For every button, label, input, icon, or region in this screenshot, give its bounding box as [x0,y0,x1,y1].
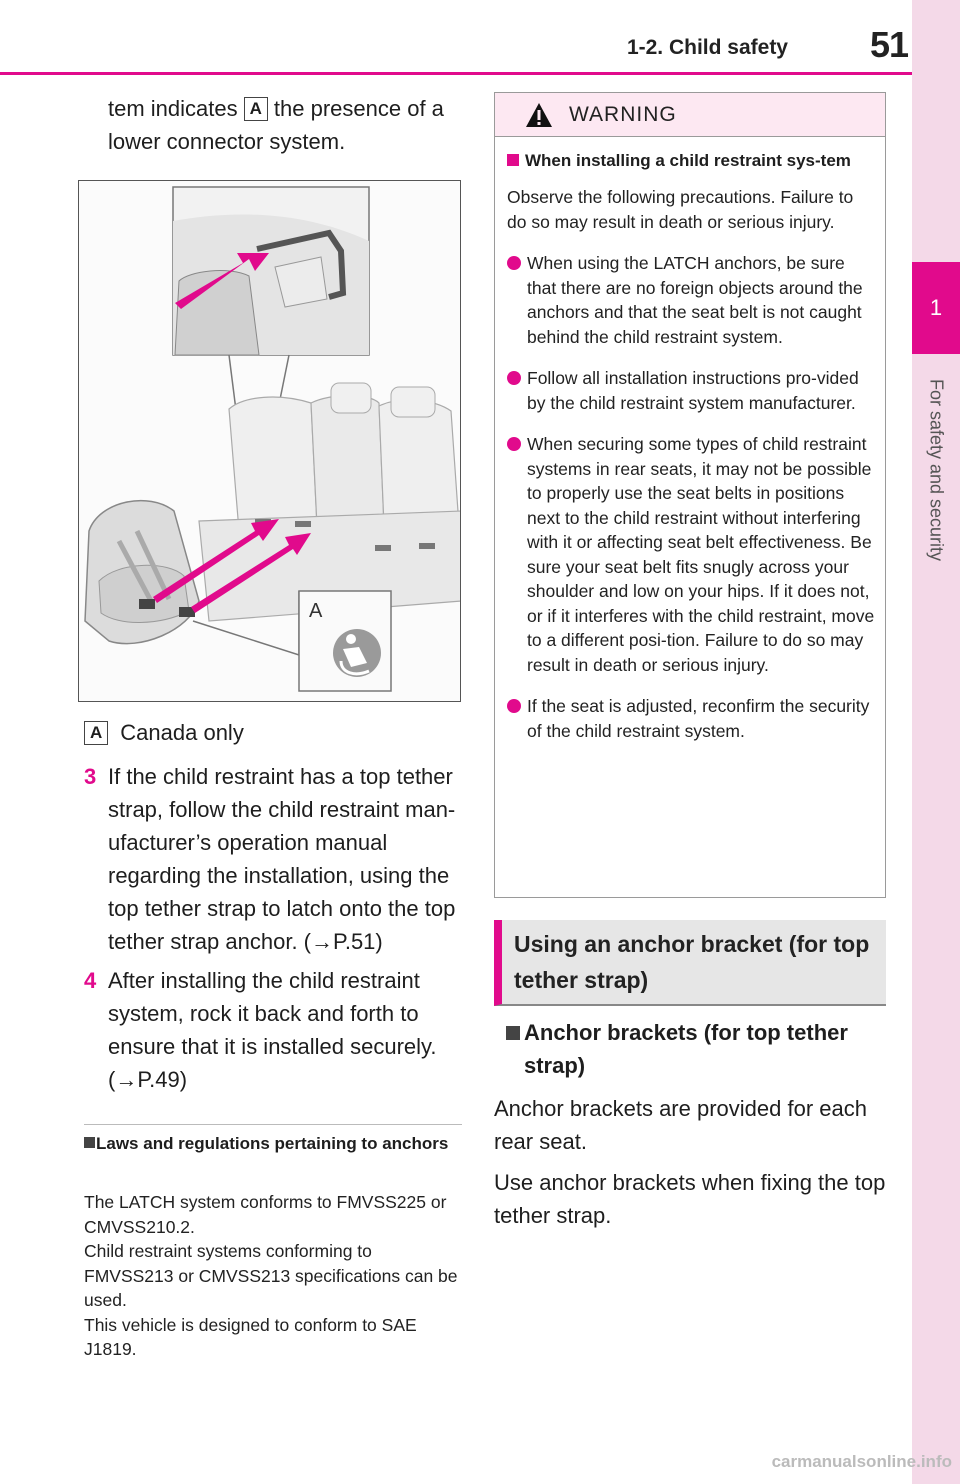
child-seat-cushion [99,565,189,622]
intro-badge-a: A [244,97,268,121]
step-4 [84,964,464,1096]
icon-box-letter: A [309,600,323,622]
side-bar [912,0,960,1484]
bullet-dot-icon [507,699,521,713]
warning-intro: Observe the following precautions. Failure to do so may result in death or serious injury. [507,187,854,232]
note-heading-text: Laws and regulations pertaining to anchors [96,1134,449,1153]
warning-triangle-icon [525,102,553,128]
section-title: 1-2. Child safety [626,36,788,59]
warning-box [494,92,886,898]
chapter-label: For safety and security [926,378,947,562]
seat-back-left [229,397,317,531]
note-heading [84,1132,464,1156]
headrest-right [391,387,435,417]
warning-bullet-text: If the seat is adjusted, reconfirm the security of the child restraint system. [527,696,870,741]
square-bullet-icon [506,1026,520,1040]
step-number: 4 [84,968,97,993]
warning-bullet-text: Follow all installation instructions pro-vided by the child restraint system manufacturer. [527,368,859,413]
seat-back-center [311,396,384,527]
warning-content [495,137,885,743]
right-paragraph: Use anchor brackets when fixing the top tether strap. [494,1170,886,1228]
headrest-center [331,383,371,413]
canada-badge-a: A [84,721,108,745]
anchor-right-1 [375,545,391,551]
canada-only-text: Canada only [120,720,244,745]
warning-bullet [507,251,875,349]
intro-text-start: tem indicates [108,96,238,121]
sub-heading-text: Anchor brackets (for top tether strap) [524,1020,848,1078]
note-paragraph: The LATCH system conforms to FMVSS225 or CMVSS210.2. [84,1192,447,1237]
watermark: carmanualsonline.info [771,1452,952,1471]
seat-diagram-svg [79,181,461,702]
intro-text-end: the presence of a lower connector system. [108,96,444,154]
intro-paragraph [84,92,464,158]
child-seat-symbol-head [346,634,356,644]
warning-bullet [507,366,875,415]
step-number: 3 [84,764,97,789]
warning-bullet [507,694,875,743]
latch-anchor-illustration [78,180,461,702]
warning-bullet [507,432,875,677]
warning-header [495,93,885,137]
bullet-dot-icon [507,437,521,451]
header-rule [0,72,912,75]
bullet-dot-icon [507,256,521,270]
note-body [84,1190,464,1362]
child-seat-connector-1 [139,599,155,609]
warning-bullet-text: When using the LATCH anchors, be sure that there are no foreign objects around the anchors and that the seat belt is not caught behind the child restraint system. [527,253,863,347]
right-paragraph: Anchor brackets are provided for each rear seat. [494,1096,867,1154]
warning-heading-text: When installing a child restraint sys-tem [525,151,851,170]
canada-only-note [84,716,244,749]
anchor-right-2 [419,543,435,549]
step-text: If the child restraint has a top tether strap, follow the child restraint man-ufacturer’s operation manual regarding the installation, using the top tether strap to latch onto the top tether strap anchor. (→P.51) [108,764,456,954]
step-text: After installing the child restraint system, rock it back and forth to ensure that it is installed securely. (→P.49) [108,968,437,1092]
seat-back-right [379,400,459,526]
square-bullet-icon [84,1137,95,1148]
section-heading-bar: Using an anchor bracket (for top tether strap) [494,920,886,1006]
page-number: 51 [869,24,908,65]
warning-bullet-text: When securing some types of child restraint systems in rear seats, it may not be possible to properly use the seat belts in positions next to the child restraint without interfering with it or affecting seat belt effectiveness. Be sure your seat belt fits snugly across your shoulder and low on your hips. If it does not, or if it interferes with the child restraint, move to a different posi-tion. Failure to do so may result in death or serious injury. [527,434,875,675]
step-3 [84,760,464,958]
note-divider [84,1124,462,1125]
warning-title: WARNING [569,102,677,126]
bullet-dot-icon [507,371,521,385]
note-paragraph: Child restraint systems conforming to FMVSS213 or CMVSS213 specifications can be used. [84,1241,458,1310]
square-bullet-icon [507,154,519,166]
note-paragraph: This vehicle is designed to conform to SAE J1819. [84,1314,417,1359]
inset-cushion [175,271,259,355]
warning-heading [507,149,875,173]
sub-heading [506,1016,886,1082]
chapter-tab[interactable]: 1 [912,262,960,354]
anchor-left-2 [295,521,311,527]
